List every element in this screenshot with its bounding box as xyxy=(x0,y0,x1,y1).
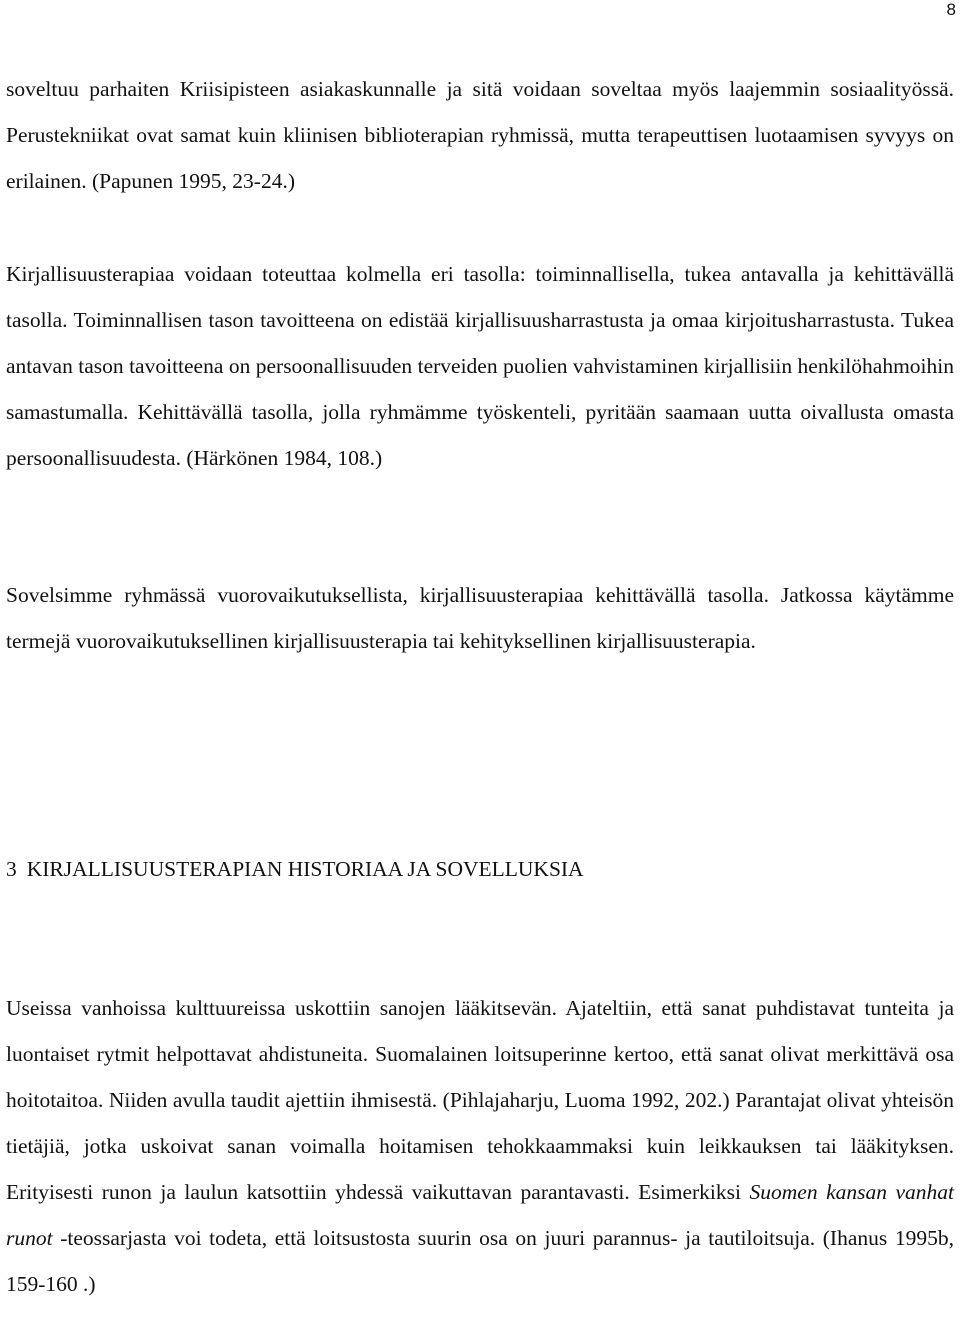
paragraph-history-text-2: -teossarjasta voi todeta, että loitsustosta suurin osa on juuri parannus- ja tautiloitsuja. (Ihanus 1995b, 159-160 .) xyxy=(6,1226,954,1296)
paragraph-history-text-1: Useissa vanhoissa kulttuureissa uskottiin sanojen lääkitsevän. Ajateltiin, että sanat puhdistavat tunteita ja luontaiset rytmit helpottavat ahdistuneita. Suomalainen loitsuperinne kertoo, että sanat olivat merkittävä osa hoitotaitoa. Niiden avulla taudit ajettiin ihmisestä. (Pihlajaharju, Luoma 1992, 202.) Parantajat olivat yhteisön tietäjiä, jotka uskoivat sanan voimalla hoitamisen tehokkaammaksi kuin leikkauksen tai lääkityksen. Erityisesti runon ja laulun katsottiin yhdessä vaikuttavan parantavasti. Esimerkiksi xyxy=(6,996,954,1204)
section-title: KIRJALLISUUSTERAPIAN HISTORIAA JA SOVELLUKSIA xyxy=(26,857,584,881)
paragraph-group-application: Sovelsimme ryhmässä vuorovaikutuksellista, kirjallisuusterapiaa kehittävällä tasolla. Jatkossa käytämme termejä vuorovaikutuksellinen kirjallisuusterapia tai kehityksellinen kirjallisuusterapia. xyxy=(6,583,954,653)
paragraph-history xyxy=(6,985,954,1307)
book-title: Suomen kansan vanhat runot xyxy=(6,1180,955,1250)
paragraph-intro-continuation: soveltuu parhaiten Kriisipisteen asiakaskunnalle ja sitä voidaan soveltaa myös laajemmin sosiaalityössä. Perustekniikat ovat samat kuin kliinisen biblioterapian ryhmissä, mutta terapeuttisen luotaamisen syvyys on erilainen. (Papunen 1995, 23-24.) xyxy=(6,77,954,193)
page-number: 8 xyxy=(946,0,956,19)
paragraph-therapy-levels: Kirjallisuusterapiaa voidaan toteuttaa kolmella eri tasolla: toiminnallisella, tukea antavalla ja kehittävällä tasolla. Toiminnallisen tason tavoitteena on edistää kirjallisuusharrastusta ja omaa kirjoitusharrastusta. Tukea antavan tason tavoitteena on persoonallisuuden terveiden puolien vahvistaminen kirjallisiin henkilöhahmoihin samastumalla. Kehittävällä tasolla, jolla ryhmämme työskenteli, pyritään saamaan uutta oivallusta omasta persoonallisuudesta. (Härkönen 1984, 108.) xyxy=(6,262,954,470)
section-heading xyxy=(6,846,584,892)
section-number: 3 xyxy=(6,857,17,881)
